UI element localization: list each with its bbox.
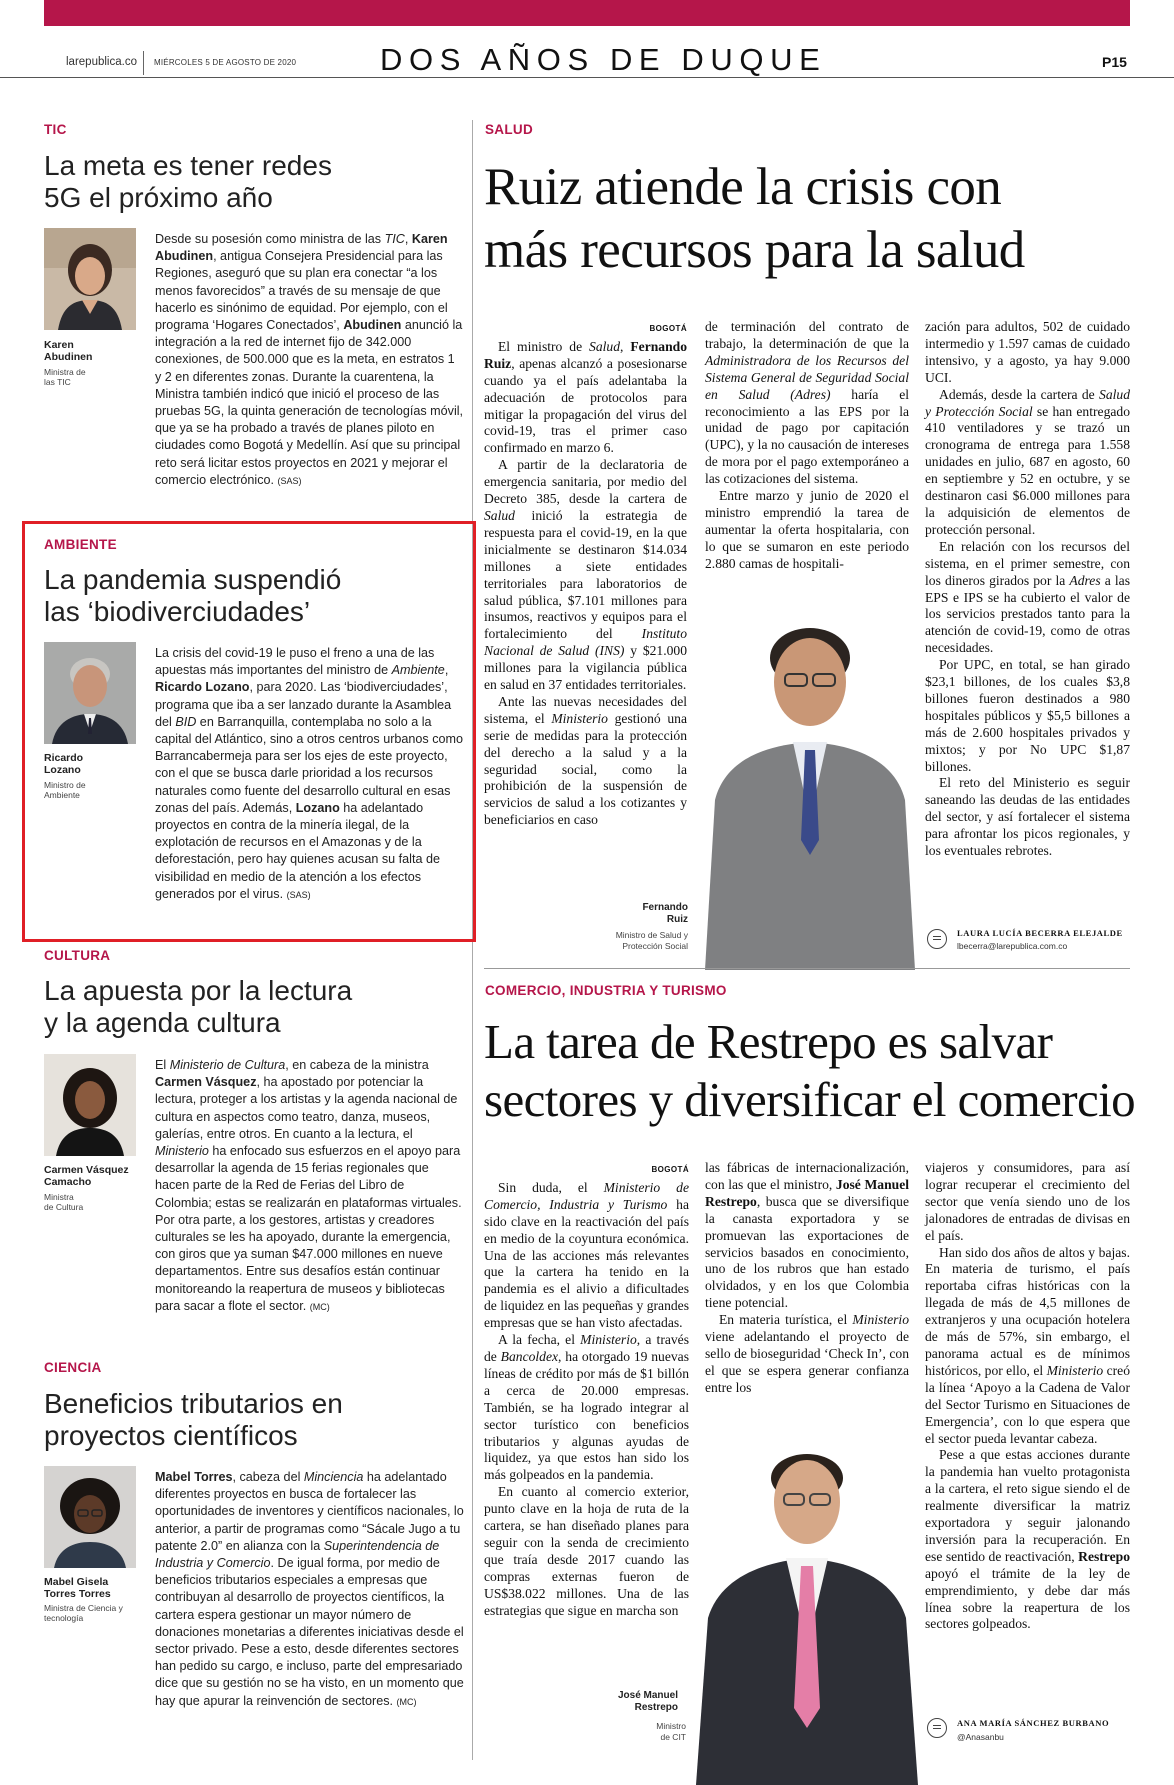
brief-headline: La meta es tener redes 5G el próximo año [44, 150, 332, 213]
byline-handle[interactable]: @Anasanbu [957, 1732, 1004, 1742]
photo-caption-role: Ministro de Salud y Protección Social [615, 930, 688, 951]
brief-headline: Beneficios tributarios en proyectos científicos [44, 1388, 343, 1451]
top-color-bar [44, 0, 1130, 26]
person-name: Mabel Gisela Torres Torres [44, 1576, 111, 1600]
person-role: Ministro de Ambiente [44, 780, 86, 800]
byline-email[interactable]: lbecerra@larepublica.com.co [957, 941, 1068, 951]
brief-headline: La pandemia suspendió las ‘biodiverciudades’ [44, 564, 342, 627]
comment-icon [927, 929, 947, 949]
minister-photo [692, 1428, 922, 1785]
photo-caption-role: Ministro de CIT [656, 1721, 686, 1742]
photo-caption-name: José Manuel Restrepo [617, 1690, 678, 1713]
brief-body: La crisis del covid-19 le puso el freno a una de las apuestas más importantes del ministro de Ambiente, Ricardo Lozano, para 2020. Las ‘biodiverciudades’, programa que iba a ser lanzado durante la Asamblea del BID en Barranquilla, contemplaba no solo a la capital del Atlántico, sino a otros centros urbanos como Barrancabermeja para ser los ejes de este proyecto, con el que se busca darle prioridad a los recursos naturales como fuente del desarrollo cultural en esas zonas del país. Además, Lozano ha adelantado proyectos en contra de la minería ilegal, de la explotación de recursos en el Amazonas y de la deforestación, pero hay quienes acusan su falta de visibilidad en medio de la atención a los efectos generados por el virus. (SAS) [155, 646, 464, 901]
article-section: SALUD [485, 122, 533, 137]
article-column: viajeros y consumidores, para así lograr recuperar el crecimiento del sector que venía siendo uno de los jalonadores de entradas de divisas en el país. Han sido dos años de altos y bajas. En materia de turismo, el país reportaba cifras históricas con la llegada de más de 4,5 millones de extranjeros y una ocupación hotelera de más de 57%, sin embargo, el panorama actual es de mínimos históricos, por ello, el Ministerio creó la línea ‘Apoyo a la Cadena de Valor del Sector Turismo en Situaciones de Emergencia’, con lo que espera que el sector pueda levantar cabeza. Pese a que estas acciones durante la pandemia han vuelto protagonista a la cartera, el reto sigue siendo el de realmente diversificar la matriz exportadora y seguir jalonando inversión para la recuperación. En ese sentido de reactivación, Restrepo apoyó el trámite de la ley de emprendimiento, y debe dar más línea sobre la reapertura de los sectores golpeados. [925, 1160, 1131, 1632]
portrait-photo [44, 1054, 136, 1156]
brief-section: AMBIENTE [44, 537, 117, 552]
portrait-photo [44, 228, 136, 330]
brief-section: CIENCIA [44, 1360, 102, 1375]
issue-date: MIÉRCOLES 5 DE AGOSTO DE 2020 [154, 58, 297, 67]
person-role: Ministra de Cultura [44, 1192, 84, 1212]
article-column: BOGOTÁ El ministro de Salud, Fernando Ruiz, apenas alcanzó a posesionarse cuando ya el país adelantaba la adecuación de protocolos para mitigar la propagación del virus del covid-19, tras el primer caso confirmado en marzo 6. A partir de la declaratoria de emergencia sanitaria, por medio del Decreto 385, desde la cartera de Salud inició la estrategia de respuesta para el covid-19, en la que inicialmente se destinaron $14.034 millones a siete entidades territoriales para laboratorios de salud pública, $7.101 millones para insumos, reactivos y equipos para el fortalecimiento del Instituto Nacional de Salud (INS) y $21.000 millones para la vigilancia pública en salud en 37 entidades territoriales. Ante las nuevas necesidades del sistema, el Ministerio gestionó una serie de medidas para la protección del derecho a la salud y a la seguridad social, como la prohibición de la suspensión de servicios de salud a los cotizantes y beneficiarios en caso [484, 321, 687, 829]
site-name[interactable]: larepublica.co [66, 56, 137, 68]
article-section: COMERCIO, INDUSTRIA Y TURISMO [485, 983, 727, 998]
person-role: Ministra de las TIC [44, 367, 86, 387]
section-divider [484, 968, 1130, 969]
person-name: Carmen Vásquez Camacho [44, 1164, 129, 1188]
person-name: Karen Abudinen [44, 339, 93, 363]
person-name: Ricardo Lozano [44, 752, 84, 776]
photo-caption-name: Fernando Ruiz [642, 902, 688, 925]
masthead [0, 26, 1174, 78]
brief-section: CULTURA [44, 948, 111, 963]
minister-photo [695, 610, 925, 970]
comment-icon [927, 1718, 947, 1738]
brief-body: Desde su posesión como ministra de las TIC, Karen Abudinen, antigua Consejera Presidencial para las Regiones, aseguró que su plan era conectar “a los menos favorecidos” a través de su mensaje de que hacerlo es sinónimo de equidad. Por ejemplo, con el programa ‘Hogares Conectados’, Abudinen anunció la integración a la red de internet fijo de 342.000 conexiones, de 500.000 que es la meta, en estratos 1 y 2 en diferentes zonas. Durante la cuarentena, la Ministra también indicó que inició el proceso de las pruebas 5G, la quinta generación de tecnologías móvil, que ya se ha probado a través de planes piloto en ciudades como Bogotá y Medellín. Así que su principal reto será licitar estos proyectos en 2021 y mejorar el comercio electrónico. (SAS) [155, 232, 464, 487]
article-column: BOGOTÁ Sin duda, el Ministerio de Comercio, Industria y Turismo ha sido clave en la reactivación del país en medio de la coyuntura económica. Una de las acciones más relevantes que la cartera ha tenido en la pandemia es el alivio a dificultades de liquidez en las pequeñas y grandes empresas que se han visto afectadas. A la fecha, el Ministerio, a través de Bancoldex, ha otorgado 19 nuevas líneas de crédito por más de $1 billón a cerca de 20.000 empresas. También, se ha logrado integrar al sector turístico con beneficios tributarios y algunas ayudas de liquidez, ya que estos han sido los más golpeados en la pandemia. En cuanto al comercio exterior, punto clave en la hoja de ruta de la cartera, se han diseñado planes para seguir con la senda de crecimiento que traía desde 2017 cuando las compras externas fueron de US$38.022 millones. Una de las estrategias que sigue en marcha son [484, 1162, 689, 1619]
article-headline: Ruiz atiende la crisis con más recursos para la salud [484, 158, 1025, 279]
byline-author: ANA MARÍA SÁNCHEZ BURBANO [957, 1718, 1110, 1728]
brief-section: TIC [44, 122, 67, 137]
portrait-photo [44, 642, 136, 744]
article-column: las fábricas de internacionalización, con las que el ministro, José Manuel Restrepo, busca que se diversifique la canasta exportadora y se promuevan las exportaciones de servicios basados en conocimiento, uno de los rubros que han estado olvidados, y en los que Colombia tiene potencial. En materia turística, el Ministerio viene adelantando el proyecto de sello de bioseguridad ‘Check In’, con el que se espera generar confianza entre los [705, 1160, 910, 1395]
article-column: zación para adultos, 502 de cuidado intermedio y 1.597 camas de cuidado intensivo, y a agosto, ya hay 9.000 UCI. Además, desde la cartera de Salud y Protección Social se han entregado 410 ventiladores y se trazó un cronograma de entrega para 1.558 unidades en julio, 687 en agosto, 60 en septiembre y 52 en octubre, y se destinaron casi $6.000 millones para la adquisición de elementos de protección personal. En relación con los recursos del sistema, en el primer semestre, con los dineros girados por la Adres a las EPS e IPS se ha cubierto el valor de los servicios prestados tanto para la atención de covid-19, como de otras necesidades. Por UPC, en total, se han girado $23,1 billones, de los cuales $3,8 billones fueron destinados a 980 hospitales públicos y $5,5 billones a más de 2.600 hospitales privados y mixtos; y por No UPC $1,87 billones. El reto del Ministerio es seguir saneando las deudas de las entidades del sector, y así fortalecer el sistema para afrontar los picos regionales, y los eventuales rebrotes. [925, 319, 1130, 859]
person-role: Ministra de Ciencia y tecnología [44, 1603, 123, 1623]
dateline: BOGOTÁ [649, 324, 687, 333]
brief-body: Mabel Torres, cabeza del Minciencia ha adelantado diferentes proyectos en busca de fortalecer las oportunidades de inventores y científicos nacionales, lo anterior, a partir de programas como “Sácale Jugo a tu patente 2.0” en alianza con la Superintendencia de Industria y Comercio. De igual forma, por medio de beneficios tributarios especiales a empresas que contribuyan al desarrollo de proyectos científicos, la cartera espera gestionar un mayor número de donaciones monetarias a diferentes iniciativas desde el sector privado. Pese a esto, desde diferentes sectores han pedido su cargo, e incluso, parte del empresariado dice que su gestión no se ha visto, en un momento que hay que apurar la reinvención de sectores. (MC) [155, 1470, 464, 1708]
masthead-divider [143, 51, 144, 75]
brief-headline: La apuesta por la lectura y la agenda cultura [44, 975, 353, 1038]
brief-body: El Ministerio de Cultura, en cabeza de la ministra Carmen Vásquez, ha apostado por potenciar la lectura, proteger a los artistas y la agenda nacional de cultura en aspectos como teatro, danza, museos, galerías, entre otros. En cuanto a la lectura, el Ministerio ha enfocado sus esfuerzos en el apoyo para desarrollar la agenda de 15 ferias regionales que hacen parte de la Red de Ferias del Libro de Colombia; estas se realizarán en plataformas virtuales. Por otra parte, a los gestores, artistas y creadores culturales se les ha apoyado, durante la emergencia, con giros que ya suman $47.000 millones en nueve departamentos. Entre sus desafíos están continuar monitoreando la reapertura de museos y bibliotecas para sacar a flote el sector. (MC) [155, 1058, 462, 1313]
portrait-photo [44, 1466, 136, 1568]
section-title: DOS AÑOS DE DUQUE [380, 42, 827, 77]
article-column: de terminación del contrato de trabajo, la determinación de que la Administradora de los Recursos del Sistema General de Seguridad Social en Salud (Adres) haría el reconocimiento a las EPS por la unidad de pago por capitación (UPC), y la no causación de intereses de mora por el pago extemporáneo a las cotizaciones del sistema. Entre marzo y junio de 2020 el ministro emprendió la tarea de aumentar la oferta hospitalaria, con lo que se sumaron en este periodo 2.880 camas de hospitali- [705, 319, 910, 571]
page-number: P15 [1102, 54, 1127, 70]
dateline: BOGOTÁ [651, 1165, 689, 1174]
byline-author: LAURA LUCÍA BECERRA ELEJALDE [957, 928, 1123, 938]
article-headline: La tarea de Restrepo es salvar sectores y diversificar el comercio [484, 1014, 1136, 1127]
